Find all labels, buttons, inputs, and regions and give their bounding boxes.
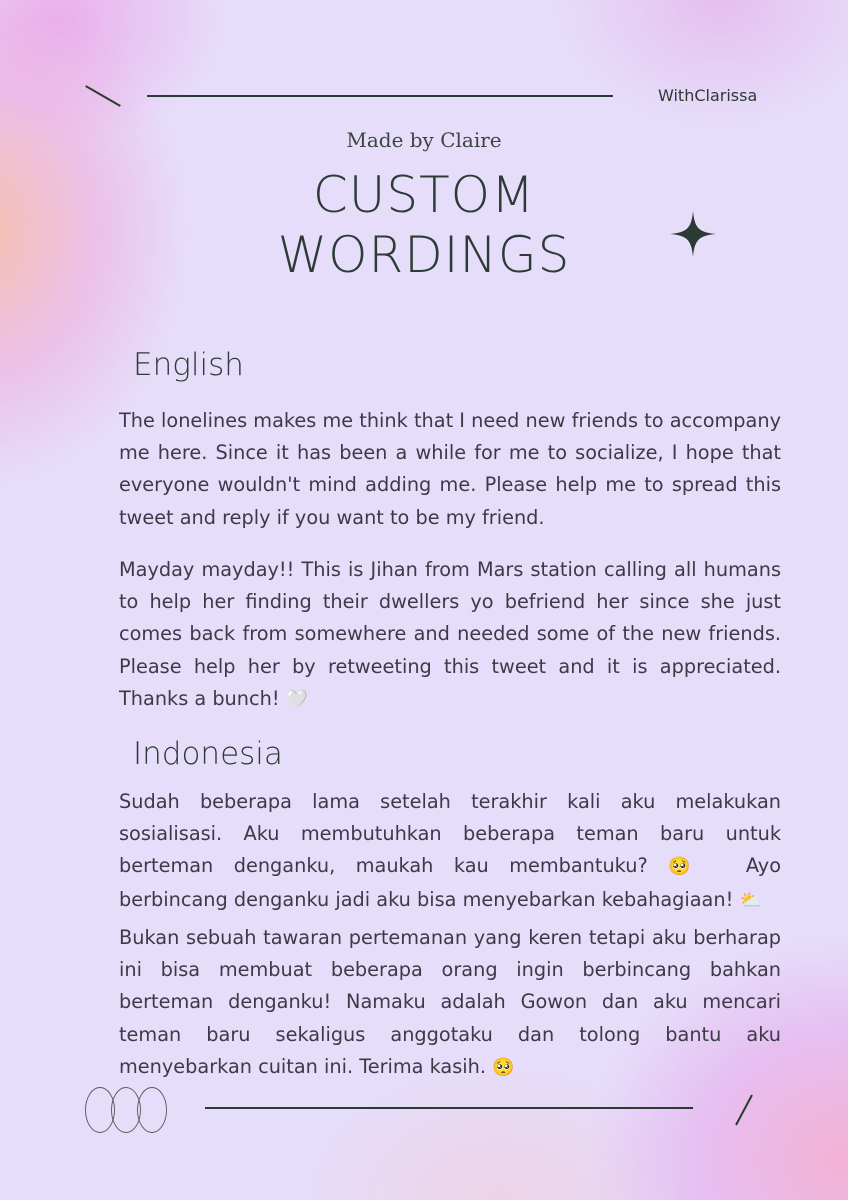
bottom-right-slash [735, 1095, 753, 1126]
top-divider [147, 95, 613, 97]
top-left-slash [85, 85, 121, 107]
english-heading: English [133, 347, 244, 383]
pleading-face-icon: 🥺 [668, 856, 705, 878]
english-paragraph-2: Mayday mayday!! This is Jihan from Mars station calling all humans to help her finding their dwellers yo befriend her since she just comes back from somewhere and needed some of the new friends. Please help her by retweeting this tweet and it is appreciated. Thanks a bunch! 🤍 [119, 558, 781, 710]
bottom-divider [205, 1107, 693, 1109]
pleading-face-icon: 🥺 [492, 1056, 515, 1078]
sparkle-icon [670, 211, 716, 257]
indonesia-paragraph-2: Bukan sebuah tawaran pertemanan yang keren tetapi aku berharap ini bisa membuat beberapa orang ingin berbincang bahkan berteman denganku! Namaku adalah Gowon dan aku mencari teman baru sekaligus anggotaku dan tolong bantu aku menyebarkan cuitan ini. Terima kasih. 🥺 [119, 926, 781, 1078]
rings-icon [84, 1086, 168, 1134]
page-title-line2: WORDINGS [277, 226, 571, 284]
sun-behind-cloud-icon: ⛅ [739, 889, 762, 911]
indonesia-paragraph-1: Sudah beberapa lama setelah terakhir kali aku melakukan sosialisasi. Aku membutuhkan beberapa teman baru untuk berteman denganku, maukah kau membantuku? 🥺 Ayo berbincang denganku jadi aku bisa menyebarkan kebahagiaan! ⛅ [119, 790, 782, 911]
page-title-line1: CUSTOM [312, 166, 536, 224]
white-heart-icon: 🤍 [285, 688, 309, 710]
indonesia-heading: Indonesia [133, 736, 283, 772]
brand-name: WithClarissa [658, 86, 758, 105]
made-by-label: Made by Claire [346, 128, 502, 152]
english-paragraph-1: The lonelines makes me think that I need new friends to accompany me here. Since it has been a while for me to socialize, I hope that everyone wouldn't mind adding me. Please help me to spread this tweet and reply if you want to be my friend. [119, 409, 781, 529]
